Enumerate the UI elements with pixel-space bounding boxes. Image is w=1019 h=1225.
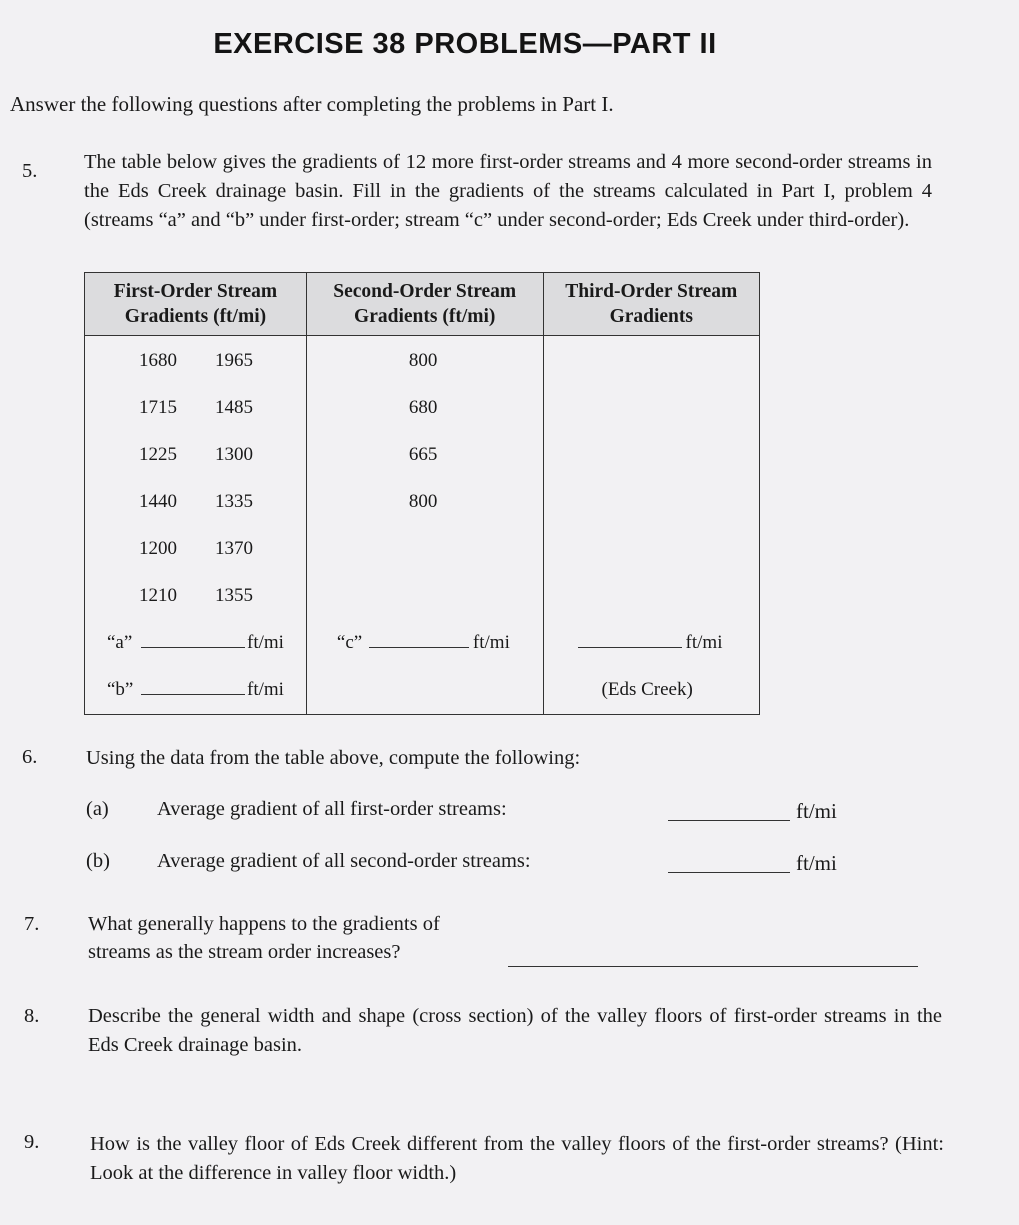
q5-number: 5. <box>22 160 38 182</box>
intro-text: Answer the following questions after completing the problems in Part I. <box>10 92 614 116</box>
unit-label: ft/mi <box>685 632 723 653</box>
header-second-order: Second-Order Stream Gradients (ft/mi) <box>306 273 543 336</box>
q7-line1: What generally happens to the gradients of <box>88 913 440 935</box>
q7-answer-line[interactable] <box>508 966 918 967</box>
q6b-text: Average gradient of all second-order streams: <box>157 850 531 872</box>
first-order-value: 1355 <box>215 585 253 606</box>
second-order-value: 665 <box>408 444 438 465</box>
eds-creek-blank[interactable] <box>578 633 682 648</box>
stream-b-blank[interactable] <box>141 680 245 695</box>
header-first-order: First-Order Stream Gradients (ft/mi) <box>85 273 307 336</box>
q6a-label: (a) <box>86 798 109 820</box>
second-order-value: 800 <box>408 350 438 371</box>
q7-line2: streams as the stream order increases? <box>88 941 401 963</box>
first-order-value: 1485 <box>215 397 253 418</box>
first-order-value: 1335 <box>215 491 253 512</box>
first-order-value: 1210 <box>139 585 177 606</box>
first-order-value: 1715 <box>139 397 177 418</box>
first-order-value: 1370 <box>215 538 253 559</box>
gradient-table <box>84 272 760 715</box>
q5-text: The table below gives the gradients of 12 more first-order streams and 4 more second-order streams in the Eds Creek drainage basin. Fill in the gradients of the streams calculated in Part I, problem 4 (streams “a” and “b” under first-order; stream “c” under second-order; Eds Creek under third-order). <box>84 151 932 231</box>
q8-number: 8. <box>24 1005 40 1027</box>
second-order-value: 680 <box>408 397 438 418</box>
q6-number: 6. <box>22 746 38 768</box>
q6b-unit: ft/mi <box>796 851 837 875</box>
q6b-answer-line[interactable] <box>668 872 790 873</box>
first-order-value: 1440 <box>139 491 177 512</box>
stream-c-blank[interactable] <box>369 633 469 648</box>
first-order-cell <box>85 336 306 714</box>
header-third-order: Third-Order Stream Gradients <box>543 273 759 336</box>
q6a-unit: ft/mi <box>796 799 837 823</box>
q9-number: 9. <box>24 1131 40 1153</box>
first-order-value: 1680 <box>139 350 177 371</box>
second-order-value: 800 <box>408 491 438 512</box>
q6a-answer-line[interactable] <box>668 820 790 821</box>
stream-a-label: “a” <box>107 632 133 653</box>
stream-b-label: “b” <box>107 679 134 700</box>
unit-label: ft/mi <box>247 679 284 700</box>
first-order-value: 1200 <box>139 538 177 559</box>
q6-text: Using the data from the table above, compute the following: <box>86 747 581 769</box>
third-order-cell <box>544 336 759 714</box>
unit-label: ft/mi <box>247 632 284 653</box>
unit-label: ft/mi <box>472 632 510 653</box>
eds-creek-label: (Eds Creek) <box>601 679 693 700</box>
q6a-text: Average gradient of all first-order streams: <box>157 798 507 820</box>
second-order-cell <box>307 336 543 714</box>
q9-text: How is the valley floor of Eds Creek different from the valley floors of the first-order streams? (Hint: Look at the difference in valley floor width.) <box>90 1133 944 1184</box>
first-order-value: 1300 <box>215 444 253 465</box>
q8-text: Describe the general width and shape (cross section) of the valley floors of first-order streams in the Eds Creek drainage basin. <box>88 1005 942 1056</box>
page-title: EXERCISE 38 PROBLEMS—PART II <box>213 28 717 60</box>
q7-number: 7. <box>24 913 40 935</box>
first-order-value: 1225 <box>139 444 177 465</box>
stream-a-blank[interactable] <box>141 633 245 648</box>
q6b-label: (b) <box>86 850 110 872</box>
stream-c-label: “c” <box>336 632 363 653</box>
first-order-value: 1965 <box>215 350 253 371</box>
